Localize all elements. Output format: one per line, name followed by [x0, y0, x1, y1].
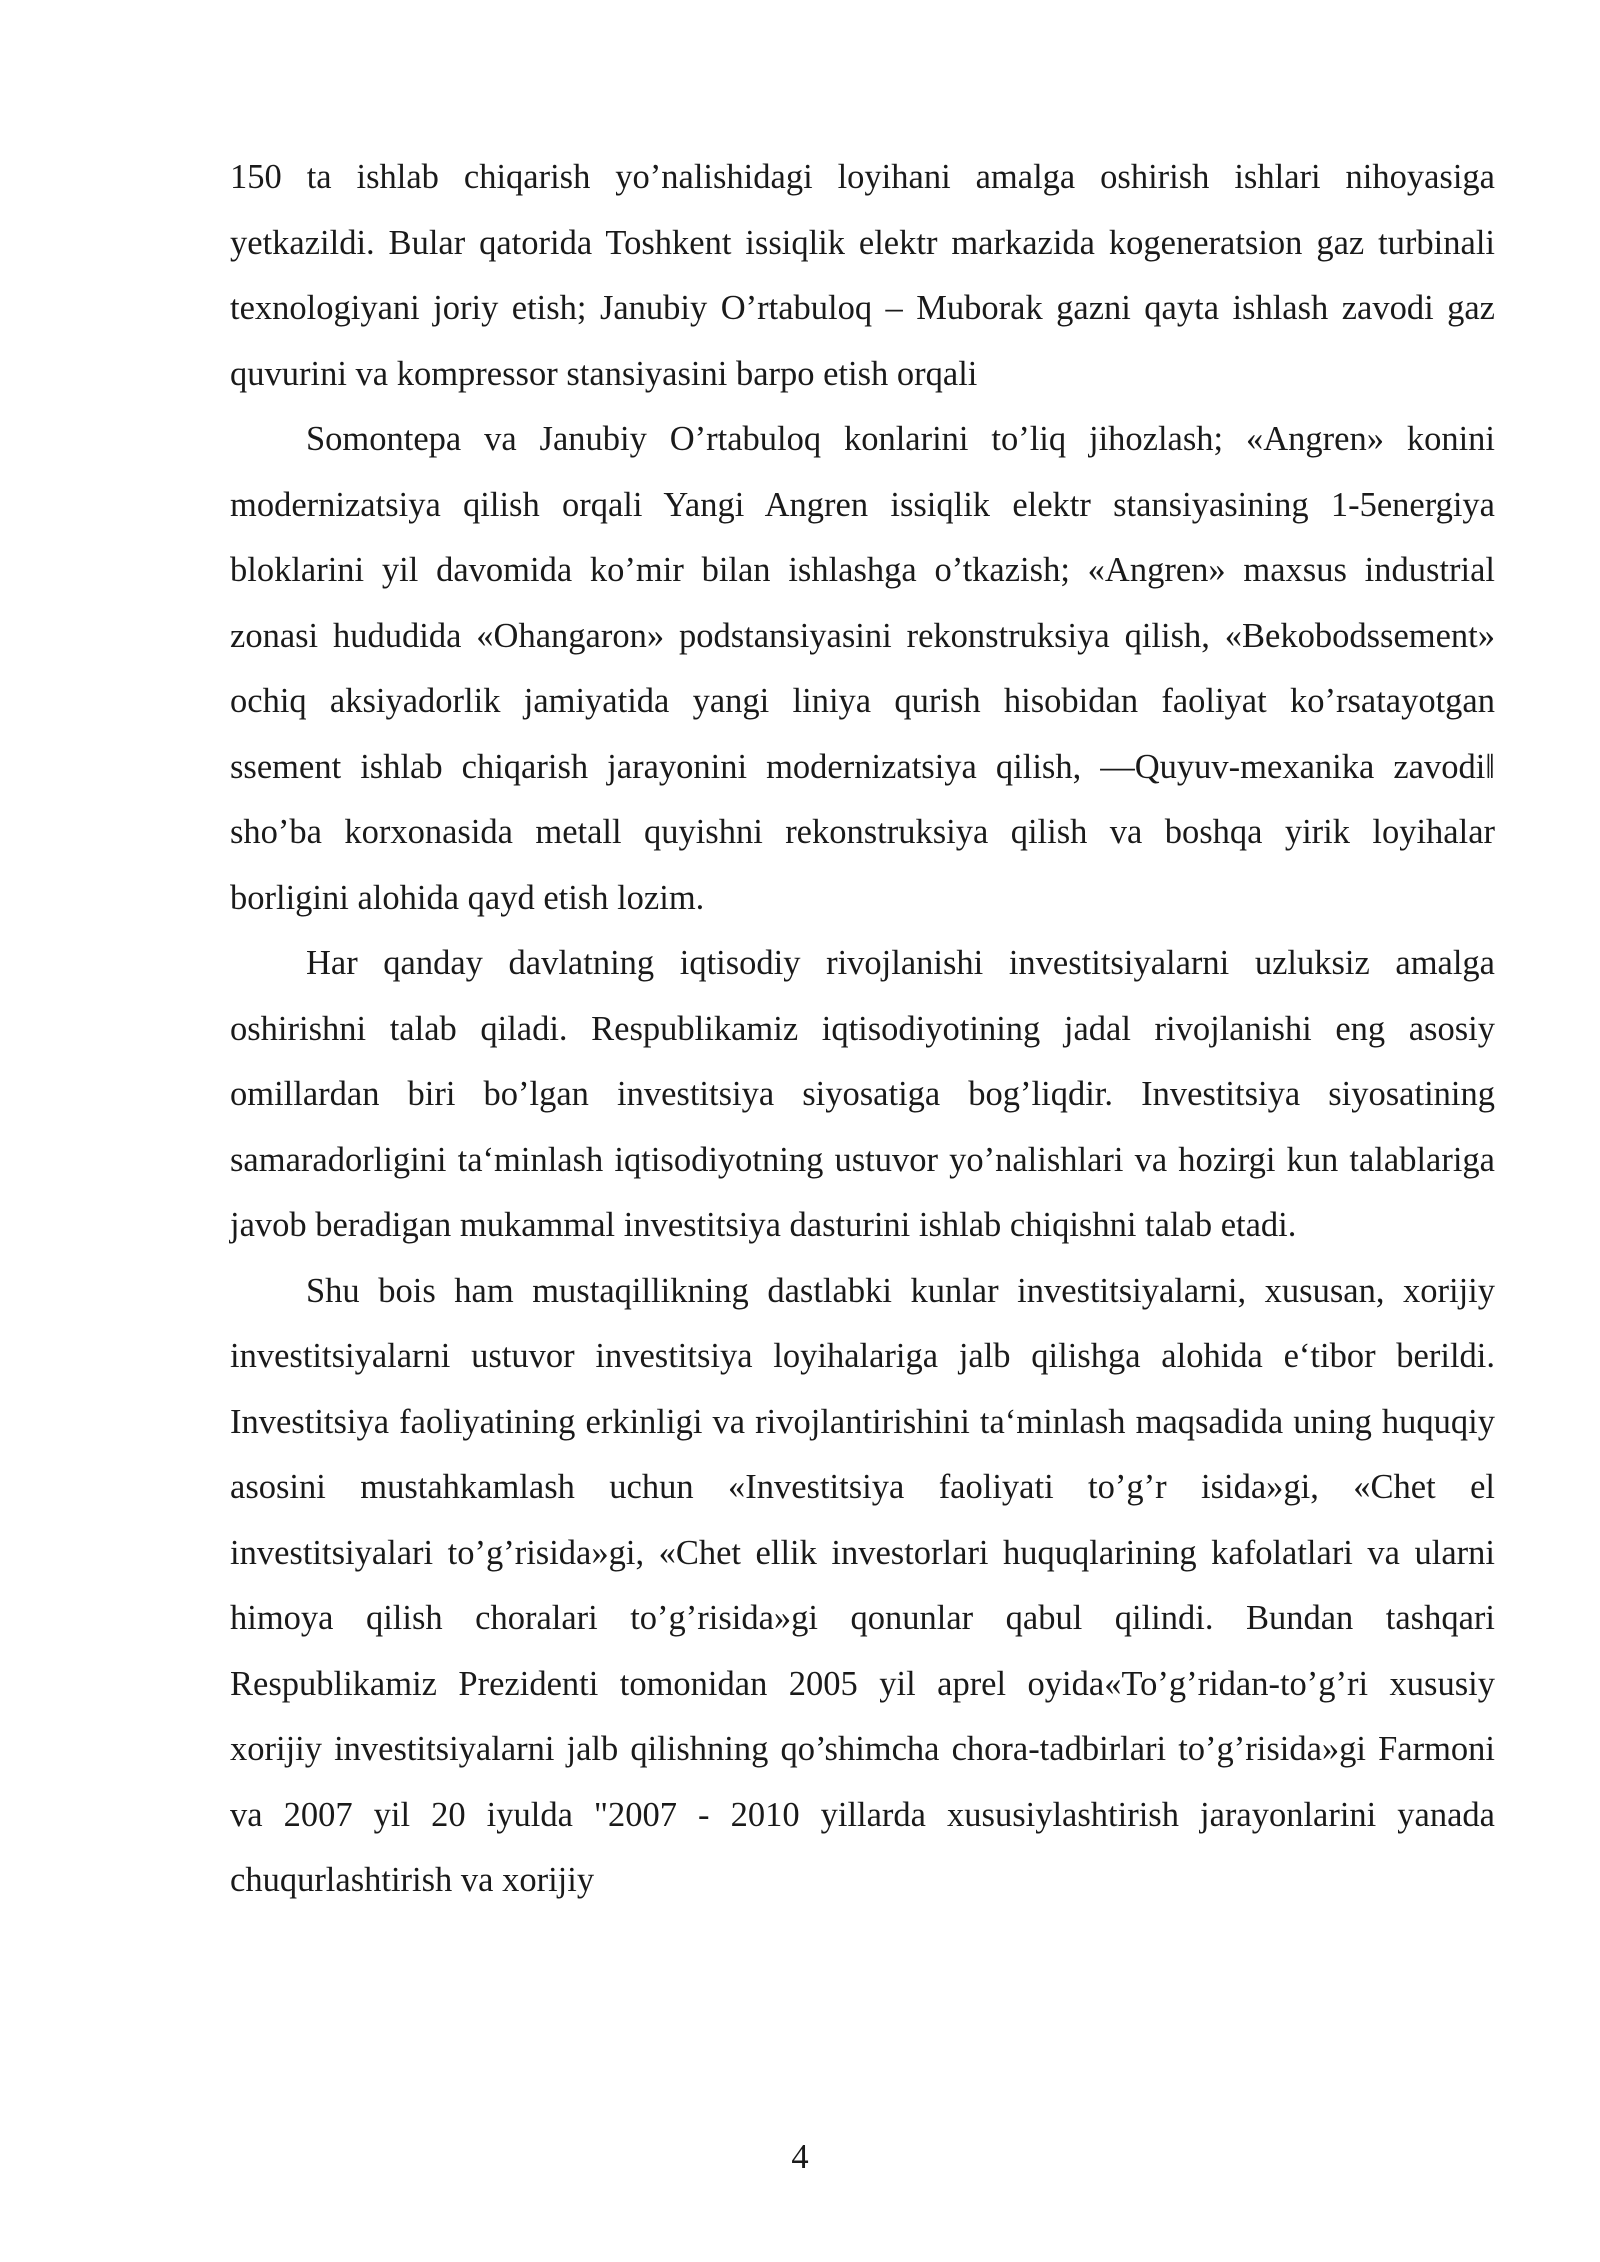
paragraph-3: Har qanday davlatning iqtisodiy rivojlanishi investitsiyalarni uzluksiz amalga oshirishni talab qiladi. Respublikamiz iqtisodiyotining jadal rivojlanishi eng asosiy omillardan biri bo’lgan investitsiya siyosatiga bog’liqdir. Investitsiya siyosatining samaradorligini ta‘minlash iqtisodiyotning ustuvor yo’nalishlari va hozirgi kun talablariga javob beradigan mukammal investitsiya dasturini ishlab chiqishni talab etadi. — [230, 944, 1495, 1244]
paragraph-2: Somontepa va Janubiy O’rtabuloq konlarini to’liq jihozlash; «Angren» konini modernizatsiya qilish orqali Yangi Angren issiqlik elektr stansiyasining 1-5energiya bloklarini yil davomida ko’mir bilan ishlashga o’tkazish; «Angren» maxsus industrial zonasi hududida «Ohangaron» podstansiyasini rekonstruksiya qilish, «Bekobodssement» ochiq aksiyadorlik jamiyatida yangi liniya qurish hisobidan faoliyat ko’rsatayotgan ssement ishlab chiqarish jarayonini modernizatsiya qilish, ―Quyuv-mexanika zavodi‖ sho’ba korxonasida metall quyishni rekonstruksiya qilish va boshqa yirik loyihalar borligini alohida qayd etish lozim. — [230, 420, 1495, 917]
page-number: 4 — [791, 2138, 809, 2176]
paragraph-1: 150 ta ishlab chiqarish yo’nalishidagi loyihani amalga oshirish ishlari nihoyasiga yetkazildi. Bular qatorida Toshkent issiqlik elektr markazida kogeneratsion gaz turbinali texnologiyani joriy etish; Janubiy O’rtabuloq – Muborak gazni qayta ishlash zavodi gaz quvurini va kompressor stansiyasini barpo etish orqali — [230, 158, 1495, 393]
paragraph-4: Shu bois ham mustaqillikning dastlabki kunlar investitsiyalarni, xususan, xorijiy investitsiyalarni ustuvor investitsiya loyihalariga jalb qilishga alohida e‘tibor berildi. Investitsiya faoliyatining erkinligi va rivojlantirishini ta‘minlash maqsadida uning huquqiy asosini mustahkamlash uchun «Investitsiya faoliyati to’g’r isida»gi, «Chet el investitsiyalari to’g’risida»gi, «Chet ellik investorlari huquqlarining kafolatlari va ularni himoya qilish choralari to’g’risida»gi qonunlar qabul qilindi. Bundan tashqari Respublikamiz Prezidenti tomonidan 2005 yil aprel oyida«To’g’ridan-to’g’ri xususiy xorijiy investitsiyalarni jalb qilishning qo’shimcha chora-tadbirlari to’g’risida»gi Farmoni va 2007 yil 20 iyulda "2007 - 2010 yillarda xususiylashtirish jarayonlarini yanada chuqurlashtirish va xorijiy — [230, 1271, 1495, 1899]
body-text — [230, 145, 1495, 1914]
